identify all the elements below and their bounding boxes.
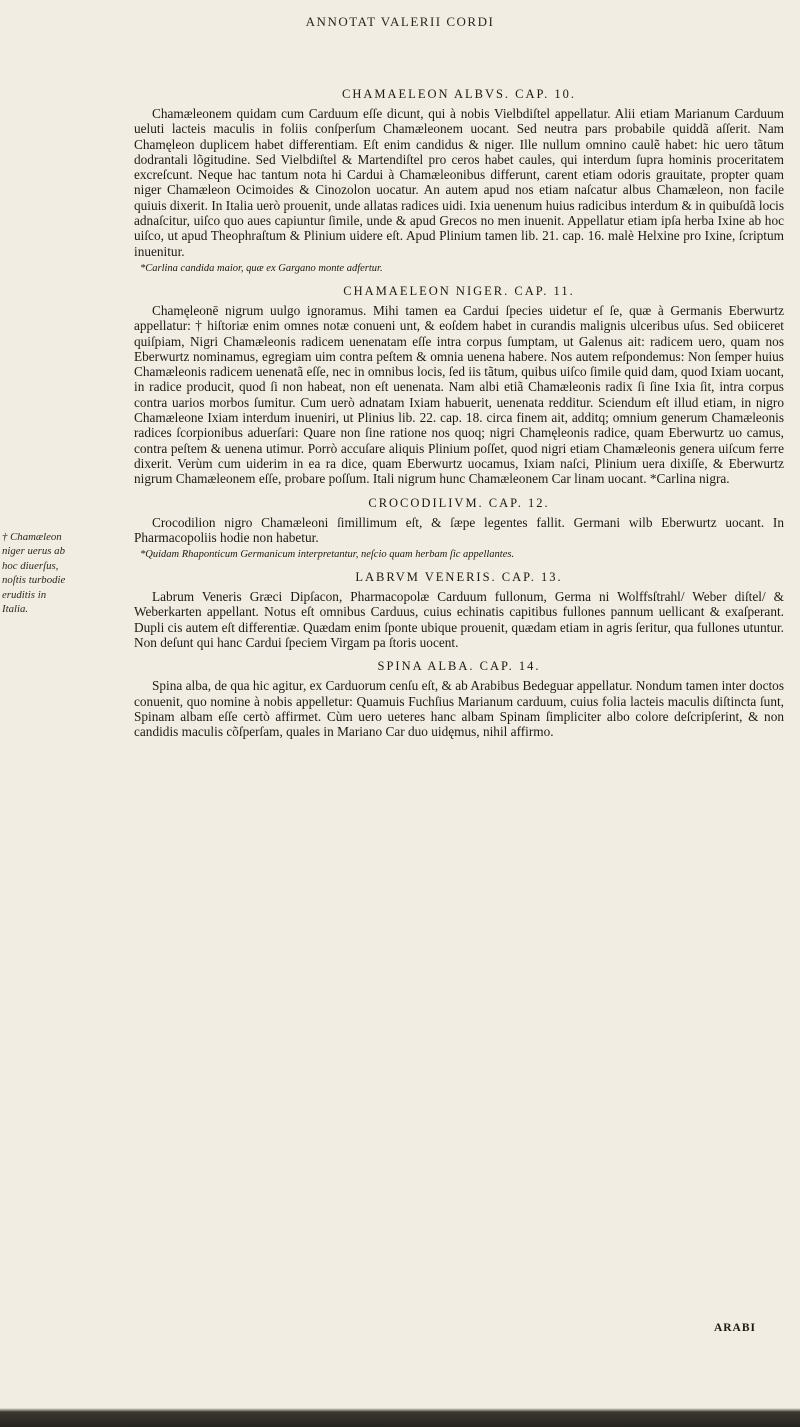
chapter-note: *Carlina candida maior, quæ ex Gargano monte adfertur. bbox=[140, 262, 383, 274]
chapter-heading: LABRVM VENERIS. CAP. 13. bbox=[355, 570, 563, 585]
running-head bbox=[0, 14, 800, 30]
chapter-body: Chamęleonē nigrum uulgo ignoramus. Mihi tamen ea Cardui ſpecies uidetur eſ ſe, quæ à Germanis Eberwurtz appellatur: † hiſtoriæ enim omnes notæ conueni unt, & eoſdem habet in curandis malignis ulceribus uſus. Sed obiiceret quiſpiam, Nigri Chamæleonis radicem uenenatam eſſe intra corpus ſumptam, ut Galenus ait: radicem uero, quam nos Eberwurtz nominamus, egregiam uim contra peſtem & omnia uenena habere. Nos autem reſpondemus: Non ſemper huius Chamæleonis radicem uenenatã eſſe, nec in omnibus locis, ſed iis tãtum, quibus uiſco ſimile quid dam, quod Ixiam uocant, in radice producit, quod ſi non habeat, non eſt uenenata. Nam albi etiã Chamæleonis radix ſi ſine Ixia ſit, intra corpus contra uarios morbos ſumitur. Cum uerò adnatam Ixiam habuerit, uenenata redditur. Sciendum eſt illud etiam, in nigro Chamæleone Ixiam interdum inueniri, ut Plinius lib. 22. cap. 18. circa finem ait, additq; omnium generum Chamæleonis radices ſcorpionibus aduerſari: Quare non ſine ratione nos quoq; nigri Chamęleonis radice, quam Eberwurtz uo camus, contra peſtem & uenena utimur. Porrò accuſare aliquis Plinium poſſet, quod nigri etiam Chamæleonis genera uiſcum ferre dixerit. Verùm cum uiderim in ea ra dice, quam Eberwurtz uocamus, Ixiam naſci, Plinium uera dixiſſe, & Eberwurtz nigrum Chamæleonem eſſe, probare poſſum. Itali nigrum hunc Chamæleonem Car linam uocant. *Carlina nigra. bbox=[134, 302, 784, 487]
chapter-note: *Quidam Rhaponticum Germanicum interpretantur, neſcio quam herbam ſic appellantes. bbox=[140, 549, 515, 561]
chapter-heading: CHAMAELEON ALBVS. CAP. 10. bbox=[342, 87, 576, 101]
page-edge-shadow bbox=[0, 1408, 800, 1427]
chapter-heading: SPINA ALBA. CAP. 14. bbox=[377, 659, 541, 674]
chapter-body: Spina alba, de qua hic agitur, ex Carduorum cenſu eſt, & ab Arabibus Bedeguar appellatur. Nondum tamen inter doctos conuenit, quo nomine à nobis appelletur: Quamuis Fuchſius Marianum carduum, cuius folia lacteis maculis diſtincta ſunt, Spinam albam eſſe certò affirmet. Cùm uero ueteres hanc albam Spinam ſimpliciter albo colore deſcripſerint, & non candidis maculis cõſperſam, quales in Mariano Car duo uidęmus, nihil affirmo. bbox=[134, 678, 784, 740]
chapter-body: Crocodilion nigro Chamæleoni ſimillimum eſt, & ſæpe legentes fallit. Germani wilb Eberwurtz uocant. In Pharmacopoliis hodie non habetur. bbox=[134, 514, 784, 545]
chapter-body: Chamæleonem quidam cum Carduum eſſe dicunt, qui à nobis Vielbdiſtel appellatur. Alii etiam Marianum Carduum ueluti lacteis maculis in foliis conſperſum Chamæleonem uocant. Sed neutra pars probabile quiddã aſſerit. Nam Chamęleon duplicem habet differentiam. Eſt enim candidus & niger. Ille nullum omnino caulẽ habet: hic uero tãtum dodrantali lõgitudine. Sed Vielbdiſtel & Martendiſtel pro ceros habet caules, qui interdum ſupra hominis proceritatem excreſcunt. Neque hac tantum nota hi Cardui à Chamæleonibus differunt, carent etiam odoris grauitate, propter quam niger Chamæleon Ocimoides & Cinozolon uocatur. An autem apud nos etiam naſcatur albus Chamæleon, non facile quiuis dixerit. In Italia uerò prouenit, unde allatas radices uidi. Ixia uenenum huius radicibus interdum & in quibuſdã locis adnaſcitur, uiſco quo aues capiuntur ſimile, unde & apud Grecos no men inuenit. Appellatur etiam ipſa herba Ixine ab hoc uiſco, ut apud Theophraſtum & Plinium uidere eſt. Apud Plinium tamen lib. 21. cap. 16. malè Helxine pro Ixine, ſcriptum inuenitur. bbox=[134, 106, 784, 259]
chapter-heading: CHAMAELEON NIGER. CAP. 11. bbox=[343, 283, 575, 298]
chapter-heading: CROCODILIVM. CAP. 12. bbox=[368, 495, 550, 510]
chapter-body: Labrum Veneris Græci Dipſacon, Pharmacopolæ Carduum fullonum, Germa ni Wolffsſtrahl/ Weber diſtel/ & Weberkarten appellant. Notus eſt omnibus Carduus, cuius echinatis capitibus fullones pannum uellicant & exaſperant. Dupli cis autem eſt differentiæ. Quædam enim ſponte ubique prouenit, quædam etiam in agris ſeritur, qua fullones utuntur. Non deſunt qui hanc Cardui ſpeciem Virgam pa ſtoris uocent. bbox=[134, 589, 784, 651]
catchword: ARABI bbox=[713, 1322, 756, 1334]
running-head-title: ANNOTAT VALERII CORDI bbox=[305, 14, 495, 29]
margin-note: † Chamæleon niger uerus ab hoc diuerſus, noſtis turbodie eruditis in Italia. bbox=[2, 531, 66, 616]
text-block bbox=[134, 84, 784, 740]
